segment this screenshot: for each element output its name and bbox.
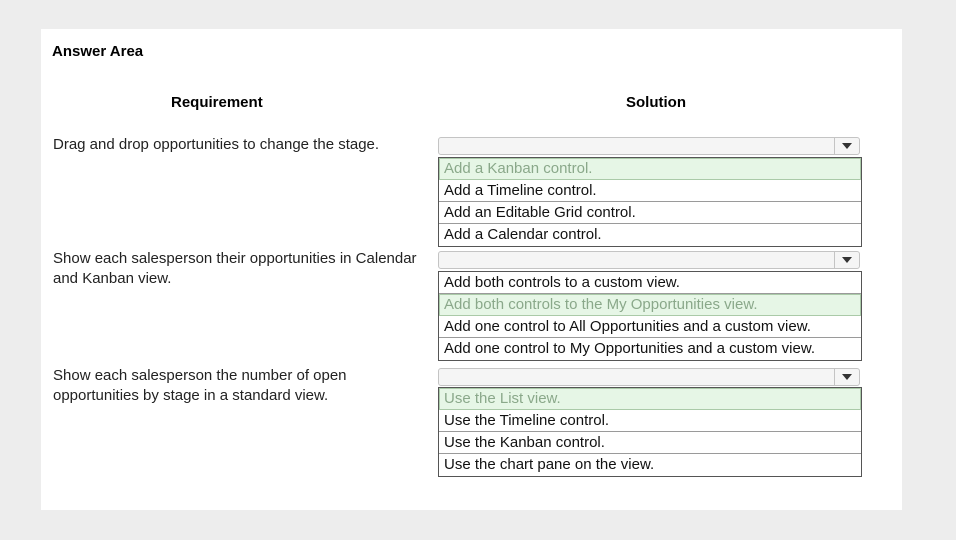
- solution-3-option[interactable]: Use the Kanban control.: [439, 432, 861, 454]
- solution-1-option[interactable]: Add a Kanban control.: [439, 158, 861, 180]
- solution-2-dropdown[interactable]: [438, 251, 860, 269]
- solution-2-options: [438, 271, 862, 361]
- solution-2-option[interactable]: Add both controls to a custom view.: [439, 272, 861, 294]
- solution-3-option[interactable]: Use the Timeline control.: [439, 410, 861, 432]
- requirement-1-text: Drag and drop opportunities to change the stage.: [53, 136, 380, 153]
- solution-1-option[interactable]: Add a Timeline control.: [439, 180, 861, 202]
- solution-2-option[interactable]: Add one control to All Opportunities and a custom view.: [439, 316, 861, 338]
- chevron-down-icon[interactable]: [834, 252, 859, 268]
- solution-header: Solution: [626, 94, 686, 111]
- chevron-down-icon[interactable]: [834, 369, 859, 385]
- requirement-2-text: Show each salesperson their opportunities in Calendar and Kanban view.: [53, 250, 417, 287]
- solution-3-options: [438, 387, 862, 477]
- solution-3-dropdown[interactable]: [438, 368, 860, 386]
- solution-1-options: [438, 157, 862, 247]
- chevron-down-icon[interactable]: [834, 138, 859, 154]
- answer-area-title: Answer Area: [52, 43, 144, 60]
- requirement-header: Requirement: [171, 94, 263, 111]
- solution-2-option[interactable]: Add both controls to the My Opportunities view.: [439, 294, 861, 316]
- solution-1-dropdown[interactable]: [438, 137, 860, 155]
- solution-1-option[interactable]: Add an Editable Grid control.: [439, 202, 861, 224]
- solution-1-option[interactable]: Add a Calendar control.: [444, 226, 602, 243]
- solution-3-option[interactable]: Use the List view.: [439, 388, 861, 410]
- answer-area-panel: [41, 29, 902, 510]
- solution-3-option[interactable]: Use the chart pane on the view.: [444, 456, 655, 473]
- requirement-3-text: Show each salesperson the number of open opportunities by stage in a standard view.: [53, 367, 347, 404]
- solution-2-option[interactable]: Add one control to My Opportunities and a custom view.: [444, 340, 816, 357]
